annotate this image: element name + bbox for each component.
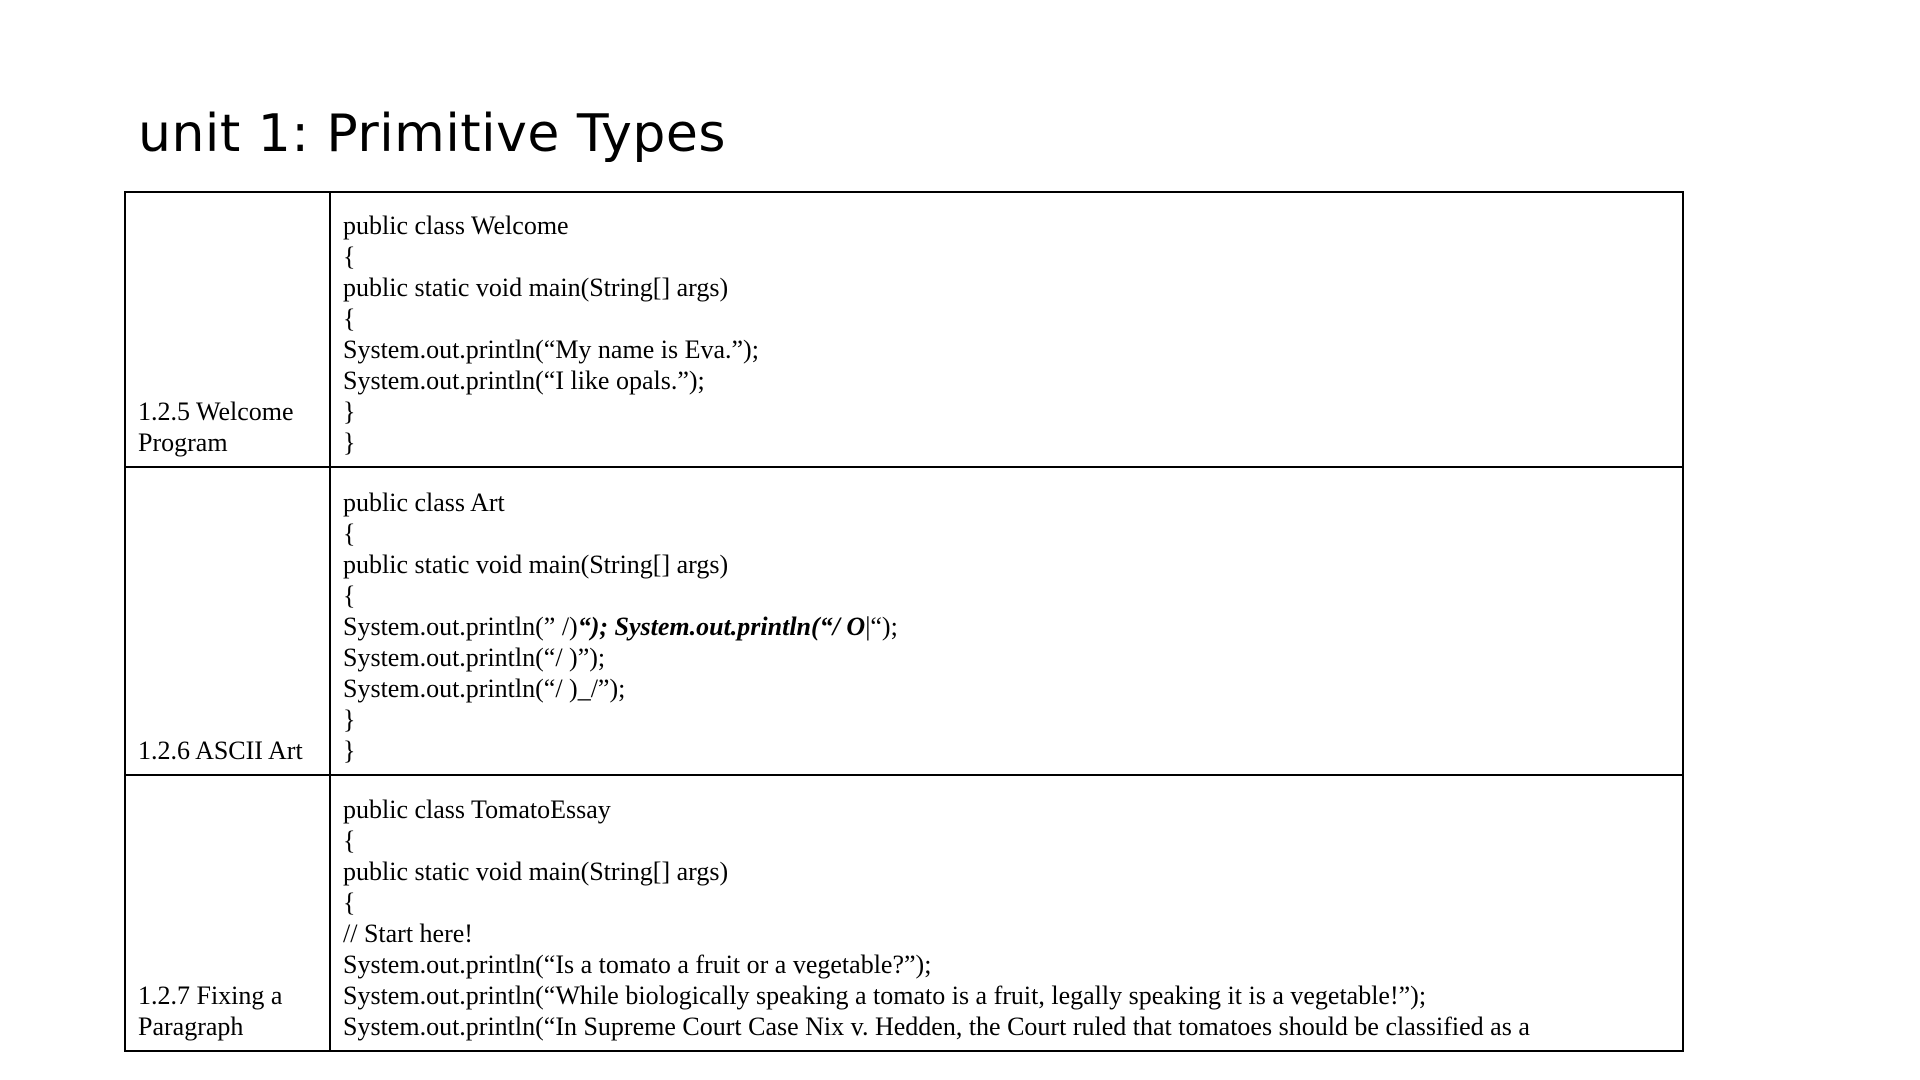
row-label-line: 1.2.5 Welcome <box>138 397 294 426</box>
code-line: public class Art <box>343 488 505 517</box>
code-line: { <box>343 826 356 855</box>
code-line: } <box>343 705 356 734</box>
row-label-line: Program <box>138 428 228 457</box>
table-row-fixing-paragraph <box>125 775 1683 1051</box>
code-line: { <box>343 519 356 548</box>
code-line: public static void main(String[] args) <box>343 273 729 302</box>
code-line: System.out.println(“In Supreme Court Case Nix v. Hedden, the Court ruled that tomatoes should be classified as a <box>343 1012 1530 1041</box>
table-row-welcome <box>125 192 1683 467</box>
code-line: } <box>343 397 356 426</box>
code-line: System.out.println(“Is a tomato a fruit or a vegetable?”); <box>343 950 932 979</box>
code-line: System.out.println(“My name is Eva.”); <box>343 335 759 364</box>
code-line: } <box>343 428 356 457</box>
code-line: public static void main(String[] args) <box>343 857 729 886</box>
code-line: } <box>343 736 356 765</box>
row-label-line: 1.2.7 Fixing a <box>138 981 283 1010</box>
code-line: System.out.println(“While biologically speaking a tomato is a fruit, legally speaking it is a vegetable!”); <box>343 981 1427 1010</box>
code-cell <box>330 192 1683 467</box>
code-line: public static void main(String[] args) <box>343 550 729 579</box>
row-label-line: 1.2.6 ASCII Art <box>138 736 303 765</box>
code-line: { <box>343 304 356 333</box>
code-line: public class Welcome <box>343 211 569 240</box>
code-line: System.out.println(“/ )_/”); <box>343 674 626 703</box>
code-line: { <box>343 242 356 271</box>
code-line: public class TomatoEssay <box>343 795 611 824</box>
code-line: System.out.println(“/ )”); <box>343 643 606 672</box>
code-line: { <box>343 888 356 917</box>
code-line: { <box>343 581 356 610</box>
row-label-cell <box>125 775 330 1051</box>
page-title: unit 1: Primitive Types <box>138 104 726 164</box>
code-cell <box>330 467 1683 775</box>
units-table <box>124 191 1684 1052</box>
code-line: // Start here! <box>343 919 473 948</box>
table-row-ascii-art <box>125 467 1683 775</box>
code-line: System.out.println(“I like opals.”); <box>343 366 705 395</box>
code-segment-plain: System.out.println(” /) <box>343 612 578 641</box>
code-cell <box>330 775 1683 1051</box>
code-line-mixed <box>343 611 1672 642</box>
row-label-line: Paragraph <box>138 1012 244 1041</box>
row-label-cell <box>125 467 330 775</box>
code-segment-bold-italic: “); System.out.println(“/ O <box>577 612 866 641</box>
code-segment-tail: |“); <box>865 612 898 641</box>
row-label-cell <box>125 192 330 467</box>
